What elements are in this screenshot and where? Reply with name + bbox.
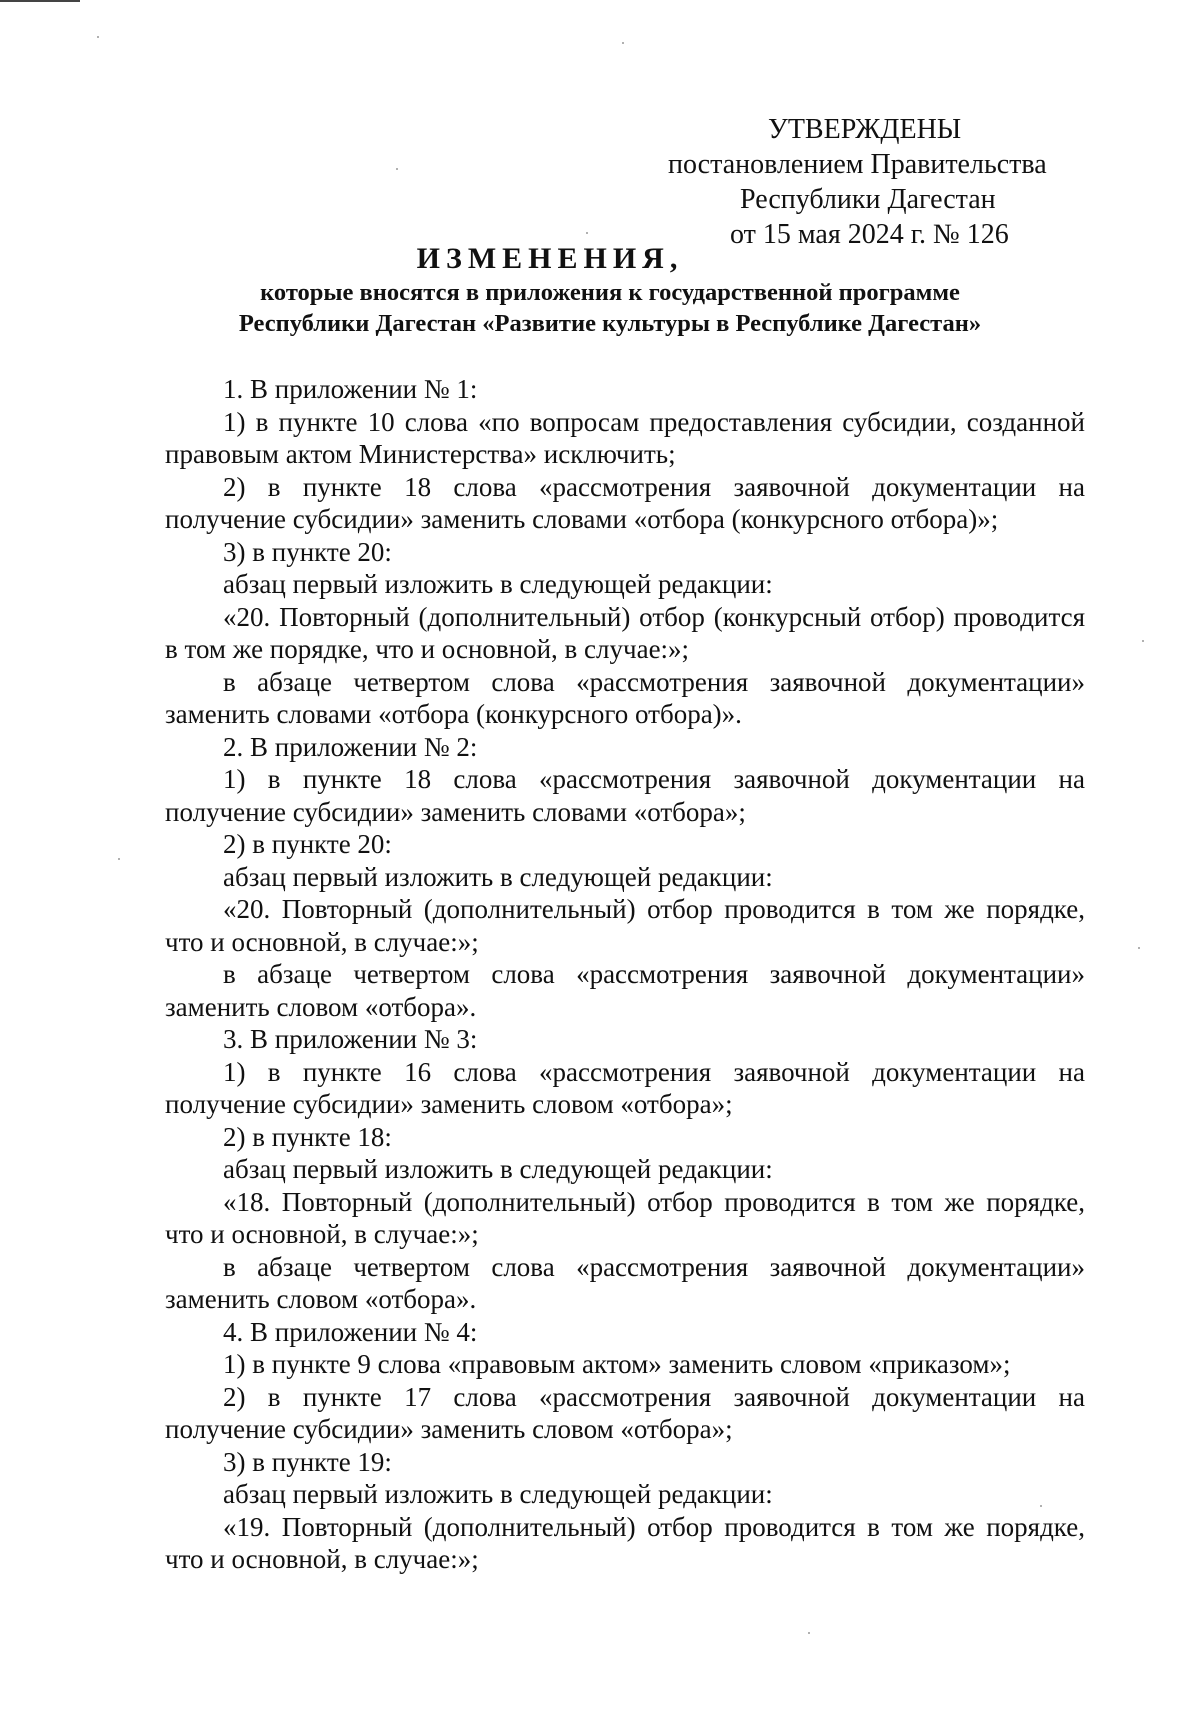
approval-line-republic: Республики Дагестан [740,184,996,215]
paragraph: 1) в пункте 9 слова «правовым актом» заменить словом «приказом»; [223,1349,1011,1379]
paragraph: абзац первый изложить в следующей редакции: [223,1479,773,1509]
paragraph: «20. Повторный (дополнительный) отбор проводится в том же порядке, что и основной, в случае:»; [165,894,1085,957]
paragraph: абзац первый изложить в следующей редакции: [223,861,773,892]
paragraph: 2. В приложении № 2: [223,731,478,762]
paragraph: в абзаце четвертом слова «рассмотрения заявочной документации» заменить словом «отбора». [165,1251,1085,1314]
scan-edge-mark [0,0,80,2]
paragraph: «18. Повторный (дополнительный) отбор проводится в том же порядке, что и основной, в случае:»; [165,1186,1085,1249]
paragraph: 1. В приложении № 1: [223,374,478,404]
approval-block [660,112,1080,252]
paragraph: 2) в пункте 18 слова «рассмотрения заявочной документации на получение субсидии» заменить словами «отбора (конкурсного отбора)»; [165,471,1085,534]
paragraph: 1) в пункте 16 слова «рассмотрения заявочной документации на получение субсидии» заменить словом «отбора»; [165,1056,1085,1119]
document-body [165,373,1085,1576]
scan-speck [97,36,99,38]
paragraph: 3. В приложении № 3: [223,1024,478,1054]
paragraph: 2) в пункте 20: [223,829,392,859]
approval-line-decree: постановлением Правительства [668,149,1047,180]
heading-subtitle-line1: которые вносятся в приложения к государственной программе [260,279,960,306]
paragraph: 2) в пункте 18: [223,1121,392,1152]
heading-subtitle-line2: Республики Дагестан «Развитие культуры в Республике Дагестан» [238,310,982,337]
paragraph: 2) в пункте 17 слова «рассмотрения заявочной документации на получение субсидии» заменить словом «отбора»; [165,1381,1085,1444]
scan-speck [586,232,588,234]
scan-speck [622,42,624,44]
scan-speck [1040,1505,1042,1507]
paragraph: 3) в пункте 20: [223,536,392,567]
paragraph: 4. В приложении № 4: [223,1316,478,1347]
paragraph: 1) в пункте 18 слова «рассмотрения заявочной документации на получение субсидии» заменить словами «отбора»; [165,764,1085,827]
paragraph: в абзаце четвертом слова «рассмотрения заявочной документации» заменить словом «отбора». [165,959,1085,1022]
paragraph: «20. Повторный (дополнительный) отбор (конкурсный отбор) проводится в том же порядке, что и основной, в случае:»; [165,601,1085,664]
paragraph: абзац первый изложить в следующей редакции: [223,1154,773,1184]
approval-title: УТВЕРЖДЕНЫ [768,114,962,145]
scan-speck [1142,640,1144,642]
scan-speck [808,1632,810,1634]
paragraph: 3) в пункте 19: [223,1446,392,1477]
paragraph: в абзаце четвертом слова «рассмотрения заявочной документации» заменить словами «отбора (конкурсного отбора)». [165,666,1085,729]
heading-title: ИЗМЕНЕНИЯ, [416,242,684,275]
scan-speck [1138,947,1140,949]
scan-speck [118,858,120,860]
paragraph: 1) в пункте 10 слова «по вопросам предоставления субсидии, созданной правовым актом Министерства» исключить; [165,406,1085,469]
scan-speck [396,168,398,170]
paragraph: «19. Повторный (дополнительный) отбор проводится в том же порядке, что и основной, в случае:»; [165,1511,1085,1574]
approval-line-date: от 15 мая 2024 г. № 126 [730,219,1009,250]
document-heading [150,241,1070,339]
paragraph: абзац первый изложить в следующей редакции: [223,569,773,599]
